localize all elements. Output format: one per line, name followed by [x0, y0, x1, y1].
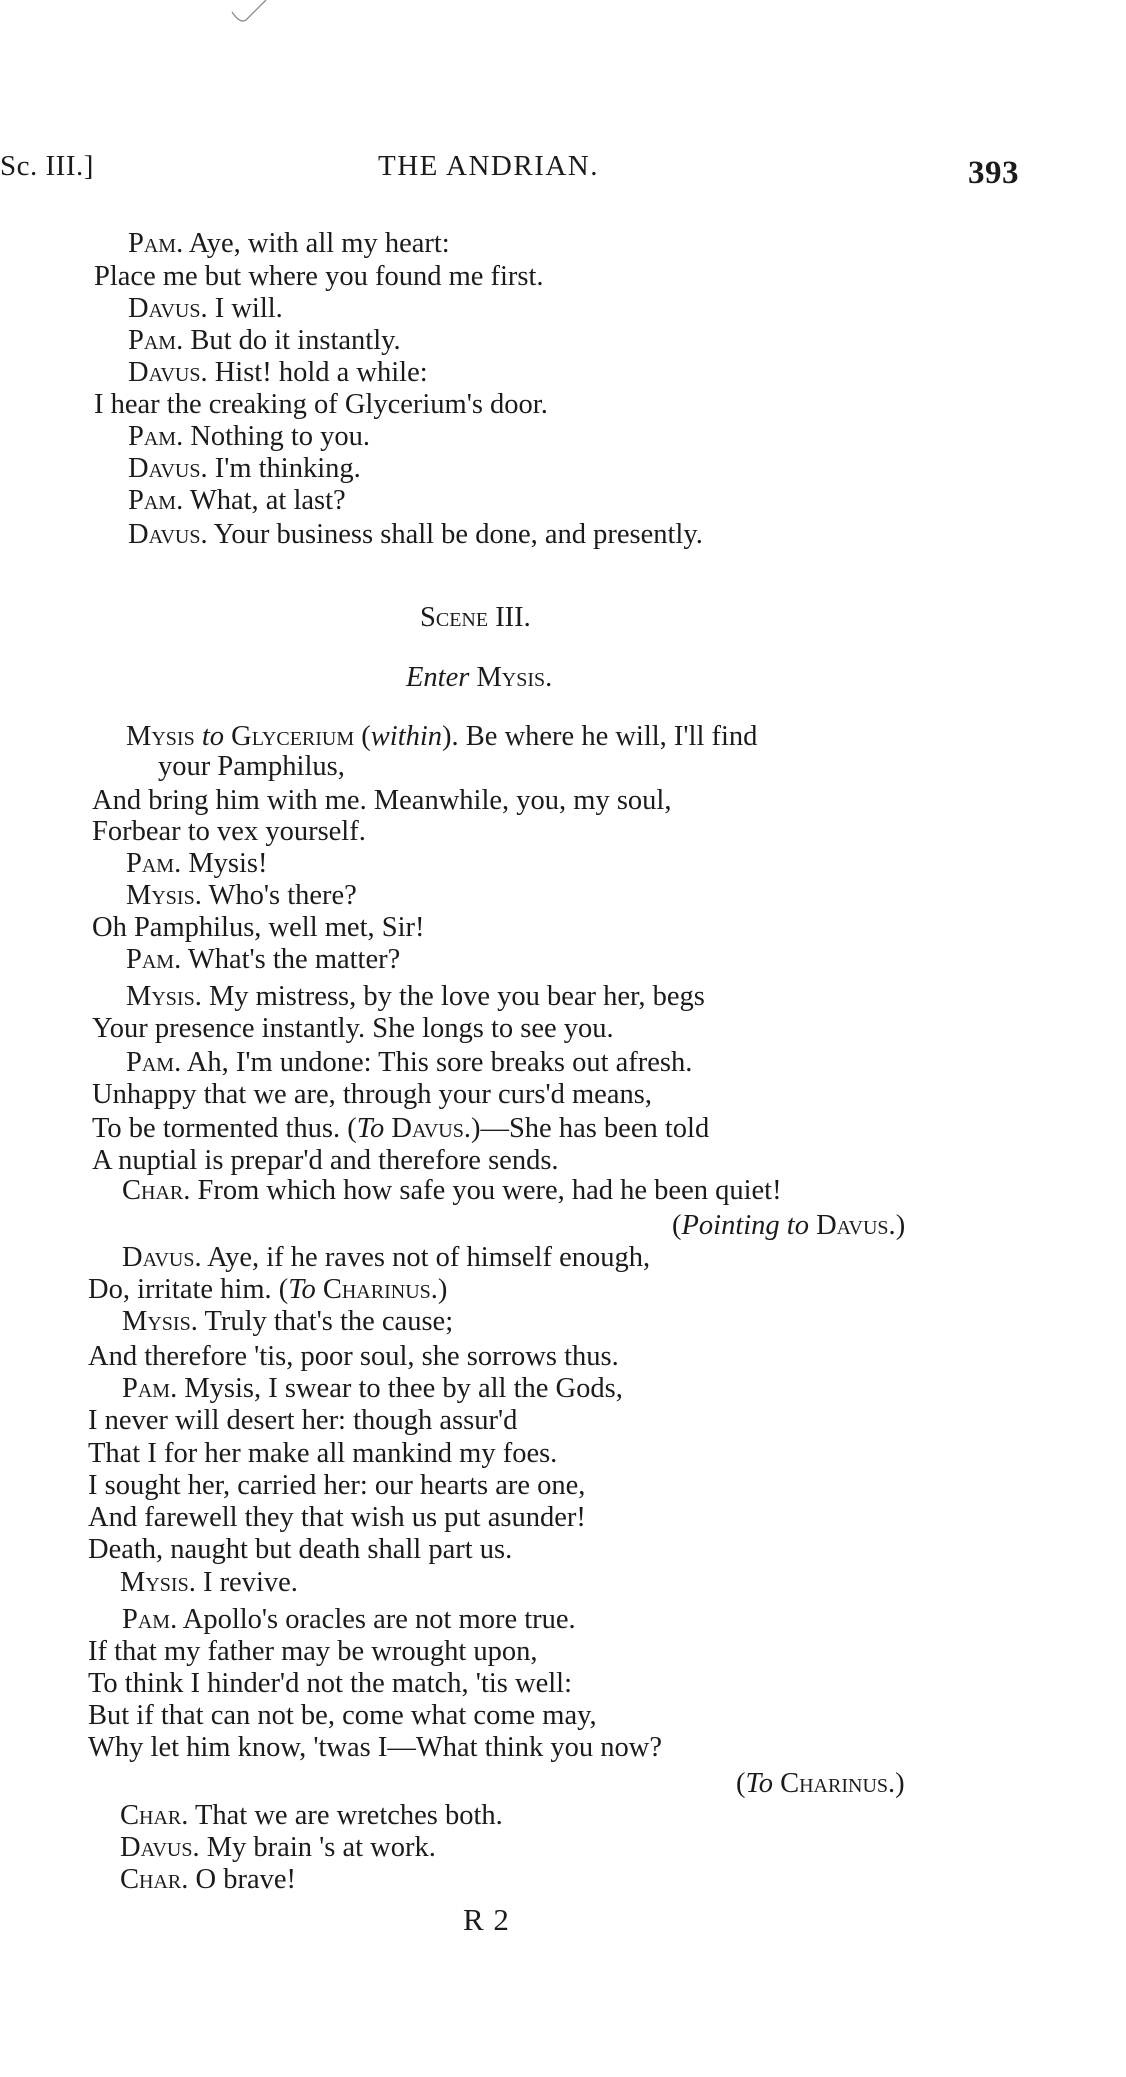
scene-heading: Scene III.: [420, 602, 531, 633]
verse-line: [92, 1115, 709, 1144]
line-text: ). Be where he will, I'll find: [442, 721, 758, 752]
speaker-name: Mysis.: [126, 981, 202, 1012]
speaker-name: Mysis: [126, 721, 195, 752]
speaker-name: Char.: [120, 1800, 189, 1831]
line-text: Place me but where you found me first.: [94, 261, 544, 292]
speaker-name: Pam.: [126, 944, 182, 975]
verse-line: [92, 1081, 652, 1110]
verse-line: [128, 230, 450, 259]
verse-line: [120, 1834, 436, 1863]
direction-word: To: [745, 1768, 773, 1799]
direction-word: Pointing to: [681, 1210, 809, 1241]
speaker-name: Mysis.: [126, 880, 202, 911]
verse-line: [128, 423, 370, 452]
line-text: I revive.: [195, 1567, 298, 1598]
verse-line: [120, 1866, 296, 1895]
verse-line: [128, 295, 283, 324]
punctuation: (: [736, 1768, 746, 1799]
verse-line: [126, 1049, 692, 1078]
line-text: My brain 's at work.: [199, 1832, 436, 1863]
direction-word: To: [356, 1113, 385, 1144]
enter-word: Enter: [406, 662, 470, 693]
verse-line: [88, 1734, 662, 1763]
direction-word: within: [370, 721, 443, 752]
verse-line: [92, 818, 366, 847]
line-text: A nuptial is prepar'd and therefore sends.: [92, 1145, 559, 1176]
verse-line: [122, 1177, 782, 1206]
line-text: What, at last?: [183, 485, 346, 516]
speaker-name: Pam.: [122, 1604, 178, 1635]
direction-word: to: [201, 721, 224, 752]
line-text: My mistress, by the love you bear her, begs: [201, 981, 705, 1012]
stage-direction: [672, 1212, 905, 1241]
speaker-name: Pam.: [126, 848, 182, 879]
punctuation: ): [895, 1768, 905, 1799]
line-text: Aye, if he raves not of himself enough,: [201, 1242, 651, 1273]
line-text: Truly that's the cause;: [197, 1306, 454, 1337]
verse-line: [120, 1802, 503, 1831]
punctuation: (: [354, 721, 371, 752]
line-text: Apollo's oracles are not more true.: [177, 1604, 576, 1635]
verse-line: [88, 1472, 585, 1501]
line-text: I sought her, carried her: our hearts are one,: [88, 1470, 586, 1501]
verse-line: [94, 263, 544, 292]
verse-line: [122, 1375, 623, 1404]
line-text: O brave!: [188, 1864, 296, 1895]
line-text: But if that can not be, come what come may,: [88, 1700, 597, 1731]
line-text: Nothing to you.: [183, 421, 371, 452]
punctuation: (: [672, 1210, 682, 1241]
verse-line: [122, 1308, 453, 1337]
verse-line: [92, 787, 671, 816]
speaker-name: Pam.: [128, 485, 184, 516]
line-text: ): [437, 1274, 448, 1305]
speaker-name: Davus.: [120, 1832, 200, 1863]
running-head-section: Sc. III.]: [0, 150, 94, 182]
line-text: your Pamphilus,: [158, 751, 345, 782]
line-text: But do it instantly.: [183, 325, 401, 356]
line-text: Unhappy that we are, through your curs'd means,: [92, 1079, 652, 1110]
line-text: Your presence instantly. She longs to see you.: [92, 1013, 614, 1044]
verse-line: [92, 1147, 559, 1176]
line-text: And therefore 'tis, poor soul, she sorrows thus.: [88, 1341, 619, 1372]
verse-line: [92, 914, 424, 943]
line-text: Your business shall be done, and presently.: [207, 519, 703, 550]
line-text: Who's there?: [201, 880, 357, 911]
stage-direction-enter: [406, 662, 552, 694]
line-text: I will.: [207, 293, 283, 324]
line-text: I never will desert her: though assur'd: [88, 1405, 518, 1436]
speaker-name: Pam.: [126, 1047, 182, 1078]
signature-mark: R 2: [463, 1902, 510, 1937]
verse-line: [128, 359, 428, 388]
line-text: To be tormented thus. (: [92, 1113, 357, 1144]
speaker-name: Char.: [120, 1864, 189, 1895]
speaker-name: Davus.: [128, 293, 208, 324]
line-text: Mysis, I swear to thee by all the Gods,: [177, 1373, 623, 1404]
speaker-name: Pam.: [128, 228, 184, 259]
verse-line: [88, 1276, 447, 1305]
addressee-name: Davus.: [391, 1113, 471, 1144]
punctuation: ): [895, 1210, 906, 1241]
verse-line: [88, 1504, 586, 1533]
speaker-name: Pam.: [128, 421, 184, 452]
verse-line: [128, 327, 401, 356]
page-number: 393: [968, 155, 1019, 191]
line-text: )—She has been told: [470, 1113, 710, 1144]
verse-line: [120, 1569, 298, 1598]
stage-direction: [736, 1770, 905, 1799]
addressee-name: Glycerium: [231, 721, 355, 752]
verse-line: [126, 850, 268, 879]
speaker-name: Davus.: [128, 453, 208, 484]
speaker-name: Mysis.: [120, 1567, 196, 1598]
pencil-tick-mark: [228, 0, 270, 26]
line-text: From which how safe you were, had he been quiet!: [190, 1175, 782, 1206]
line-text: And farewell they that wish us put asunder!: [88, 1502, 586, 1533]
verse-line: [88, 1702, 597, 1731]
line-text: What's the matter?: [181, 944, 401, 975]
verse-line: [128, 487, 346, 516]
verse-line: [126, 946, 400, 975]
speaker-name: Pam.: [128, 325, 184, 356]
verse-line: [88, 1536, 512, 1565]
line-text: Hist! hold a while:: [207, 357, 428, 388]
verse-line: [128, 521, 703, 550]
line-text: Ah, I'm undone: This sore breaks out afresh.: [181, 1047, 693, 1078]
line-text: That I for her make all mankind my foes.: [88, 1438, 558, 1469]
verse-line: [128, 455, 361, 484]
verse-line: [126, 723, 757, 752]
line-text: Forbear to vex yourself.: [92, 816, 366, 847]
verse-line: [158, 753, 345, 782]
line-text: And bring him with me. Meanwhile, you, my soul,: [92, 785, 672, 816]
verse-line: [88, 1670, 572, 1699]
verse-line: [92, 1015, 614, 1044]
addressee-name: Davus.: [816, 1210, 896, 1241]
verse-line: [88, 1440, 557, 1469]
speaker-name: Mysis.: [122, 1306, 198, 1337]
verse-line: [88, 1638, 538, 1667]
verse-line: [88, 1343, 619, 1372]
running-head-title: THE ANDRIAN.: [378, 150, 599, 182]
speaker-name: Davus.: [122, 1242, 202, 1273]
entering-character: Mysis.: [476, 662, 553, 693]
speaker-name: Davus.: [128, 519, 208, 550]
line-text: Why let him know, 'twas I—What think you now?: [88, 1732, 662, 1763]
line-text: Aye, with all my heart:: [183, 228, 450, 259]
speaker-name: Char.: [122, 1175, 191, 1206]
verse-line: [88, 1407, 517, 1436]
speaker-name: Davus.: [128, 357, 208, 388]
line-text: I hear the creaking of Glycerium's door.: [94, 389, 548, 420]
line-text: To think I hinder'd not the match, 'tis well:: [88, 1668, 572, 1699]
line-text: If that my father may be wrought upon,: [88, 1636, 538, 1667]
verse-line: [126, 882, 357, 911]
addressee-name: Charinus.: [780, 1768, 896, 1799]
verse-line: [122, 1244, 650, 1273]
verse-line: [126, 983, 705, 1012]
verse-line: [94, 391, 548, 420]
addressee-name: Charinus.: [322, 1274, 438, 1305]
line-text: I'm thinking.: [207, 453, 361, 484]
line-text: Death, naught but death shall part us.: [88, 1534, 513, 1565]
line-text: That we are wretches both.: [188, 1800, 503, 1831]
line-text: Do, irritate him. (: [88, 1274, 289, 1305]
verse-line: [122, 1606, 576, 1635]
line-text: Mysis!: [181, 848, 268, 879]
line-text: Oh Pamphilus, well met, Sir!: [92, 912, 425, 943]
speaker-name: Pam.: [122, 1373, 178, 1404]
direction-word: To: [288, 1274, 316, 1305]
